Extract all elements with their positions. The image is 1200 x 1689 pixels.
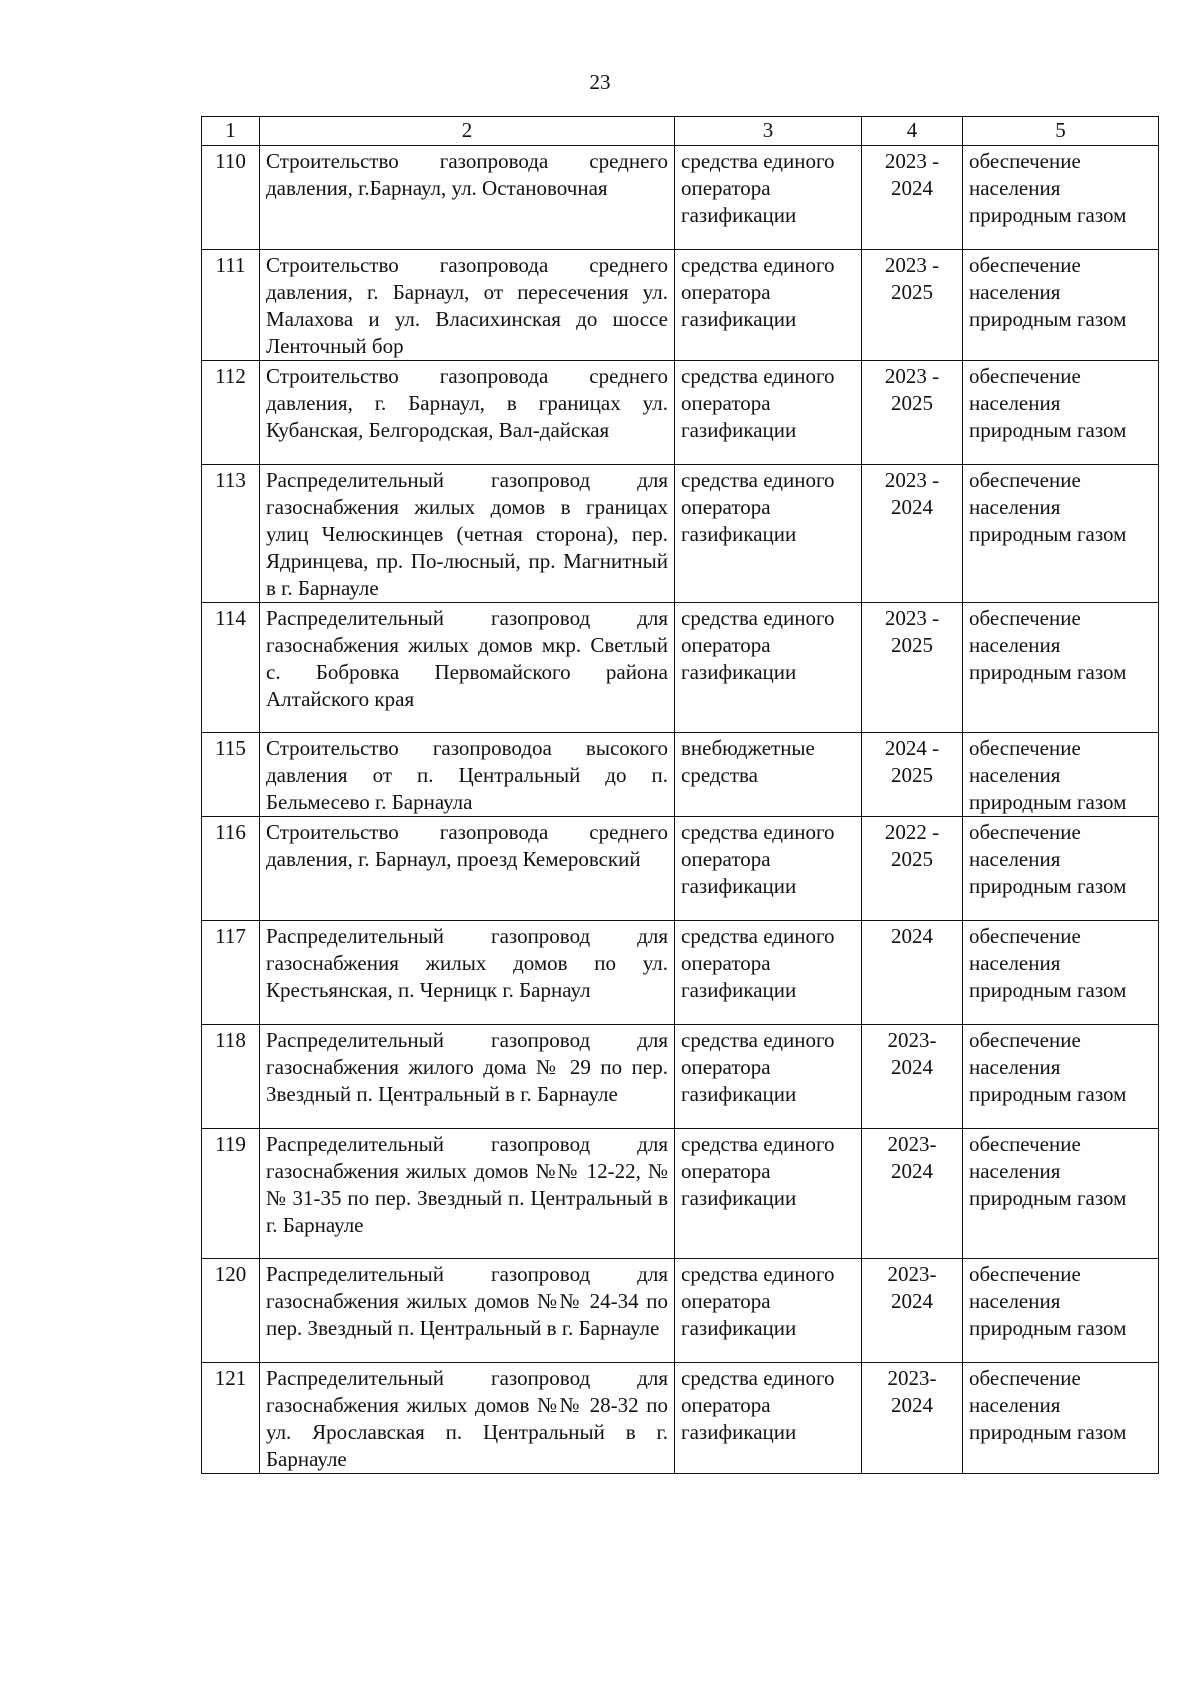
row-period-start: 2023 -	[884, 606, 940, 630]
table-row	[202, 1363, 1159, 1474]
row-period-end: 2025	[891, 763, 933, 787]
table-row	[202, 733, 1159, 817]
row-period-start: 2023 -	[884, 149, 940, 173]
row-number: 114	[202, 603, 260, 733]
table-row	[202, 921, 1159, 1025]
row-number: 113	[202, 465, 260, 603]
row-purpose: обеспечение населения природным газом	[963, 1363, 1159, 1474]
row-description: Распределительный газопровод для газоснабжения жилых домов по ул. Крестьянская, п. Черницк г. Барнаул	[260, 921, 675, 1025]
row-funding-source: средства единого оператора газификации	[675, 1025, 862, 1129]
row-period-end: 2025	[891, 280, 933, 304]
row-period-end: 2025	[891, 847, 933, 871]
table-row	[202, 1129, 1159, 1259]
row-funding-source: средства единого оператора газификации	[675, 1363, 862, 1474]
row-purpose: обеспечение населения природным газом	[963, 146, 1159, 250]
row-period-start: 2023 -	[884, 468, 940, 492]
row-funding-source: внебюджетные средства	[675, 733, 862, 817]
page-number: 23	[589, 70, 611, 94]
column-header-2: 2	[260, 117, 675, 146]
table-row	[202, 250, 1159, 361]
row-period	[862, 733, 963, 817]
row-funding-source: средства единого оператора газификации	[675, 603, 862, 733]
row-number: 111	[202, 250, 260, 361]
row-period-end: 2024	[891, 1289, 933, 1313]
row-description: Распределительный газопровод для газоснабжения жилых домов в границах улиц Челюскинцев (четная сторона), пер. Ядринцева, пр. По-люсный, пр. Магнитный в г. Барнауле	[260, 465, 675, 603]
row-period-end: 2024	[891, 1393, 933, 1417]
row-number: 116	[202, 817, 260, 921]
table-row	[202, 146, 1159, 250]
row-period-start: 2023 -	[884, 364, 940, 388]
row-period-start: 2022 -	[884, 820, 940, 844]
row-funding-source: средства единого оператора газификации	[675, 361, 862, 465]
row-number: 110	[202, 146, 260, 250]
row-description: Строительство газопроводоа высокого давления от п. Центральный до п. Бельмесево г. Барнаула	[260, 733, 675, 817]
table-row	[202, 817, 1159, 921]
table-row	[202, 465, 1159, 603]
table-row	[202, 361, 1159, 465]
row-funding-source: средства единого оператора газификации	[675, 1259, 862, 1363]
row-description: Строительство газопровода среднего давления, г. Барнаул, в границах ул. Кубанская, Белгородская, Вал-дайская	[260, 361, 675, 465]
row-purpose: обеспечение населения природным газом	[963, 1025, 1159, 1129]
row-period	[862, 817, 963, 921]
row-period-start: 2024 -	[884, 736, 940, 760]
header-row	[202, 117, 1159, 146]
row-description: Распределительный газопровод для газоснабжения жилых домов №№ 28-32 по ул. Ярославская п. Центральный в г. Барнауле	[260, 1363, 675, 1474]
row-period-start: 2023-	[887, 1132, 937, 1156]
row-period	[862, 921, 963, 1025]
row-period-end: 2024	[891, 1159, 933, 1183]
row-period	[862, 1025, 963, 1129]
row-period-start: 2023-	[887, 1262, 937, 1286]
row-funding-source: средства единого оператора газификации	[675, 146, 862, 250]
row-period-start: 2024	[891, 924, 933, 948]
table-row	[202, 603, 1159, 733]
projects-table	[201, 116, 1159, 1474]
row-number: 118	[202, 1025, 260, 1129]
row-purpose: обеспечение населения природным газом	[963, 1129, 1159, 1259]
row-funding-source: средства единого оператора газификации	[675, 817, 862, 921]
row-description: Распределительный газопровод для газоснабжения жилого дома № 29 по пер. Звездный п. Центральный в г. Барнауле	[260, 1025, 675, 1129]
row-period-start: 2023-	[887, 1028, 937, 1052]
row-purpose: обеспечение населения природным газом	[963, 361, 1159, 465]
row-purpose: обеспечение населения природным газом	[963, 1259, 1159, 1363]
row-period	[862, 603, 963, 733]
row-funding-source: средства единого оператора газификации	[675, 1129, 862, 1259]
row-purpose: обеспечение населения природным газом	[963, 733, 1159, 817]
row-purpose: обеспечение населения природным газом	[963, 921, 1159, 1025]
row-period	[862, 250, 963, 361]
row-number: 117	[202, 921, 260, 1025]
row-period-end: 2024	[891, 495, 933, 519]
row-funding-source: средства единого оператора газификации	[675, 250, 862, 361]
row-description: Строительство газопровода среднего давления, г. Барнаул, от пересечения ул. Малахова и ул. Власихинская до шоссе Ленточный бор	[260, 250, 675, 361]
row-purpose: обеспечение населения природным газом	[963, 817, 1159, 921]
column-header-3: 3	[675, 117, 862, 146]
row-number: 121	[202, 1363, 260, 1474]
column-header-5: 5	[963, 117, 1159, 146]
table-row	[202, 1025, 1159, 1129]
column-header-1: 1	[202, 117, 260, 146]
row-purpose: обеспечение населения природным газом	[963, 250, 1159, 361]
row-number: 120	[202, 1259, 260, 1363]
row-period	[862, 1259, 963, 1363]
row-period-start: 2023 -	[884, 253, 940, 277]
row-description: Распределительный газопровод для газоснабжения жилых домов №№ 12-22, №№ 31-35 по пер. Звездный п. Центральный в г. Барнауле	[260, 1129, 675, 1259]
table-body	[202, 146, 1159, 1474]
row-period-end: 2025	[891, 391, 933, 415]
row-period	[862, 465, 963, 603]
row-period	[862, 1363, 963, 1474]
row-funding-source: средства единого оператора газификации	[675, 921, 862, 1025]
row-period	[862, 361, 963, 465]
row-description: Распределительный газопровод для газоснабжения жилых домов мкр. Светлый с. Бобровка Первомайского района Алтайского края	[260, 603, 675, 733]
row-number: 119	[202, 1129, 260, 1259]
table-row	[202, 1259, 1159, 1363]
row-period	[862, 1129, 963, 1259]
row-description: Распределительный газопровод для газоснабжения жилых домов №№ 24-34 по пер. Звездный п. Центральный в г. Барнауле	[260, 1259, 675, 1363]
row-period	[862, 146, 963, 250]
row-period-start: 2023-	[887, 1366, 937, 1390]
row-period-end: 2024	[891, 176, 933, 200]
row-description: Строительство газопровода среднего давления, г. Барнаул, проезд Кемеровский	[260, 817, 675, 921]
row-purpose: обеспечение населения природным газом	[963, 603, 1159, 733]
row-period-end: 2024	[891, 1055, 933, 1079]
row-number: 112	[202, 361, 260, 465]
column-header-4: 4	[862, 117, 963, 146]
row-number: 115	[202, 733, 260, 817]
row-purpose: обеспечение населения природным газом	[963, 465, 1159, 603]
row-period-end: 2025	[891, 633, 933, 657]
row-funding-source: средства единого оператора газификации	[675, 465, 862, 603]
row-description: Строительство газопровода среднего давления, г.Барнаул, ул. Остановочная	[260, 146, 675, 250]
